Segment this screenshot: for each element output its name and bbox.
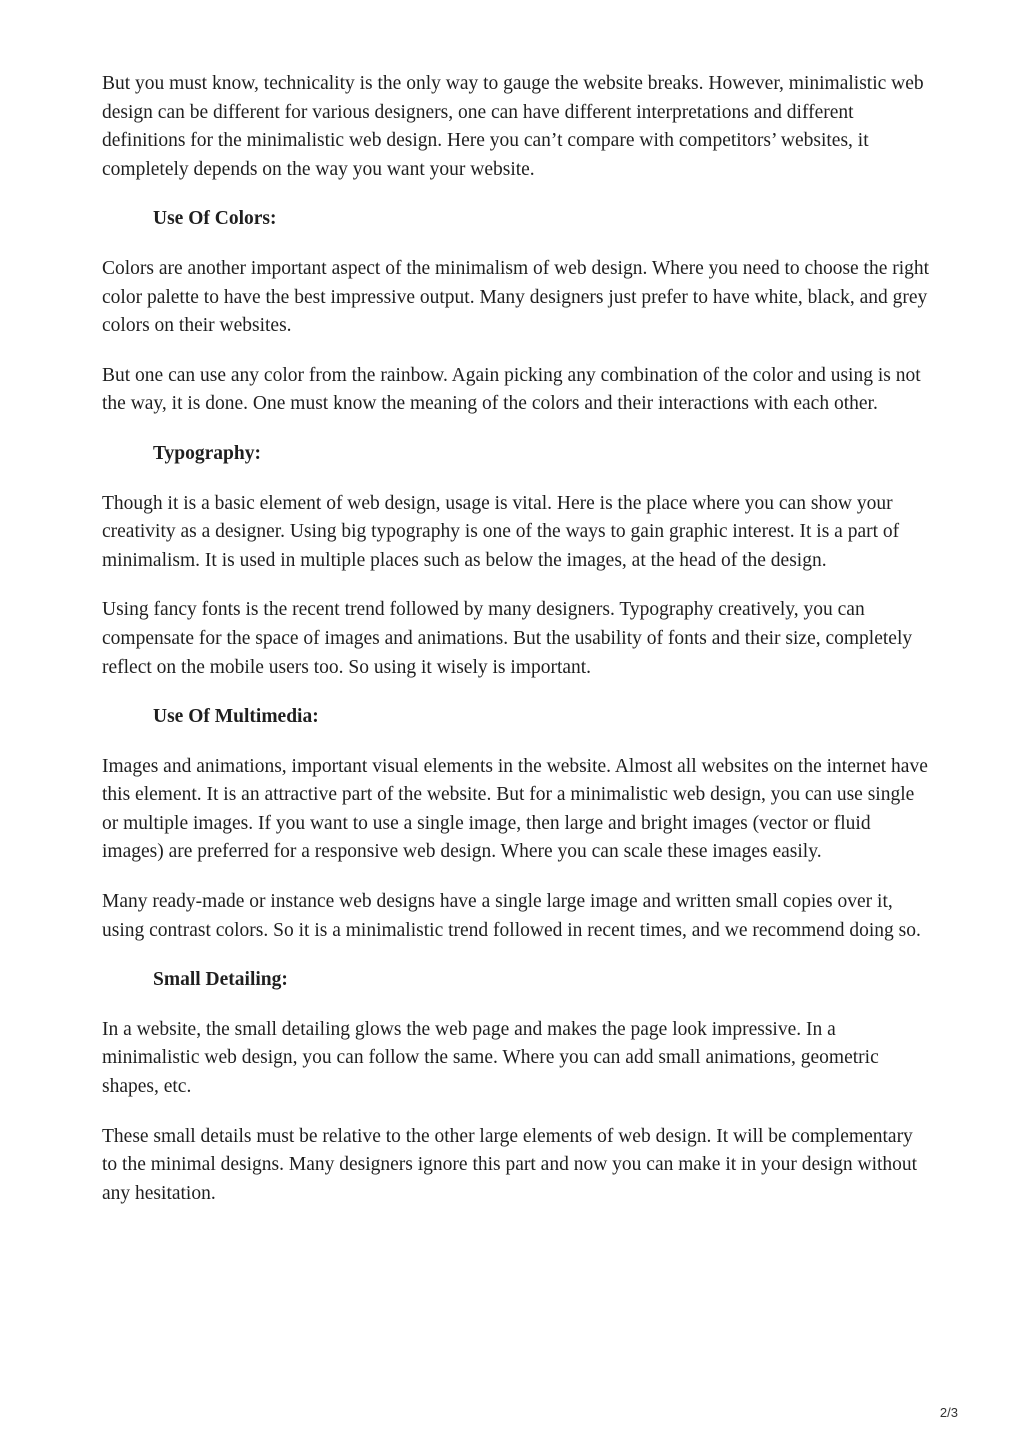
typography-paragraph-2: Using fancy fonts is the recent trend followed by many designers. Typography creatively, you can compensate for the space of images and animations. But the usability of fonts and their size, completely reflect on the mobile users too. So using it wisely is important. xyxy=(102,599,913,678)
heading-typography: Typography: xyxy=(153,442,261,464)
detailing-paragraph-1: In a website, the small detailing glows the web page and makes the page look impressive. In a minimalistic web design, you can follow the same. Where you can add small animations, geometric shapes, etc. xyxy=(102,1018,879,1098)
intro-paragraph: But you must know, technicality is the only way to gauge the website breaks. However, minimalistic web design can be different for various designers, one can have different interpretations and different definitions for the minimalistic web design. Here you can’t compare with competitors’ websites, it completely depends on the way you want your website. xyxy=(102,73,924,180)
heading-use-of-colors: Use Of Colors: xyxy=(153,208,277,230)
heading-small-detailing: Small Detailing: xyxy=(153,969,288,991)
heading-use-of-multimedia: Use Of Multimedia: xyxy=(153,706,319,728)
detailing-paragraph-2: These small details must be relative to the other large elements of web design. It will be complementary to the minimal designs. Many designers ignore this part and now you can make it in your design without any hesitation. xyxy=(102,1125,918,1204)
colors-paragraph-2: But one can use any color from the rainbow. Again picking any combination of the color and using is not the way, it is done. One must know the meaning of the colors and their interactions with each other. xyxy=(102,364,921,415)
page-number: 2/3 xyxy=(939,1405,958,1420)
multimedia-paragraph-1: Images and animations, important visual elements in the website. Almost all websites on the internet have this element. It is an attractive part of the website. But for a minimalistic web design, you can use single or multiple images. If you want to use a single image, then large and bright images (vector or fluid images) are preferred for a responsive web design. Where you can scale these images easily. xyxy=(102,755,928,863)
multimedia-paragraph-2: Many ready-made or instance web designs have a single large image and written small copies over it, using contrast colors. So it is a minimalistic trend followed in recent times, and we recommend doing so. xyxy=(102,891,921,941)
typography-paragraph-1: Though it is a basic element of web design, usage is vital. Here is the place where you can show your creativity as a designer. Using big typography is one of the ways to gain graphic interest. It is a part of minimalism. It is used in multiple places such as below the images, at the head of the design. xyxy=(102,492,900,571)
document-page xyxy=(102,70,932,1229)
colors-paragraph-1: Colors are another important aspect of the minimalism of web design. Where you need to choose the right color palette to have the best impressive output. Many designers just prefer to have white, black, and grey colors on their websites. xyxy=(102,257,930,337)
